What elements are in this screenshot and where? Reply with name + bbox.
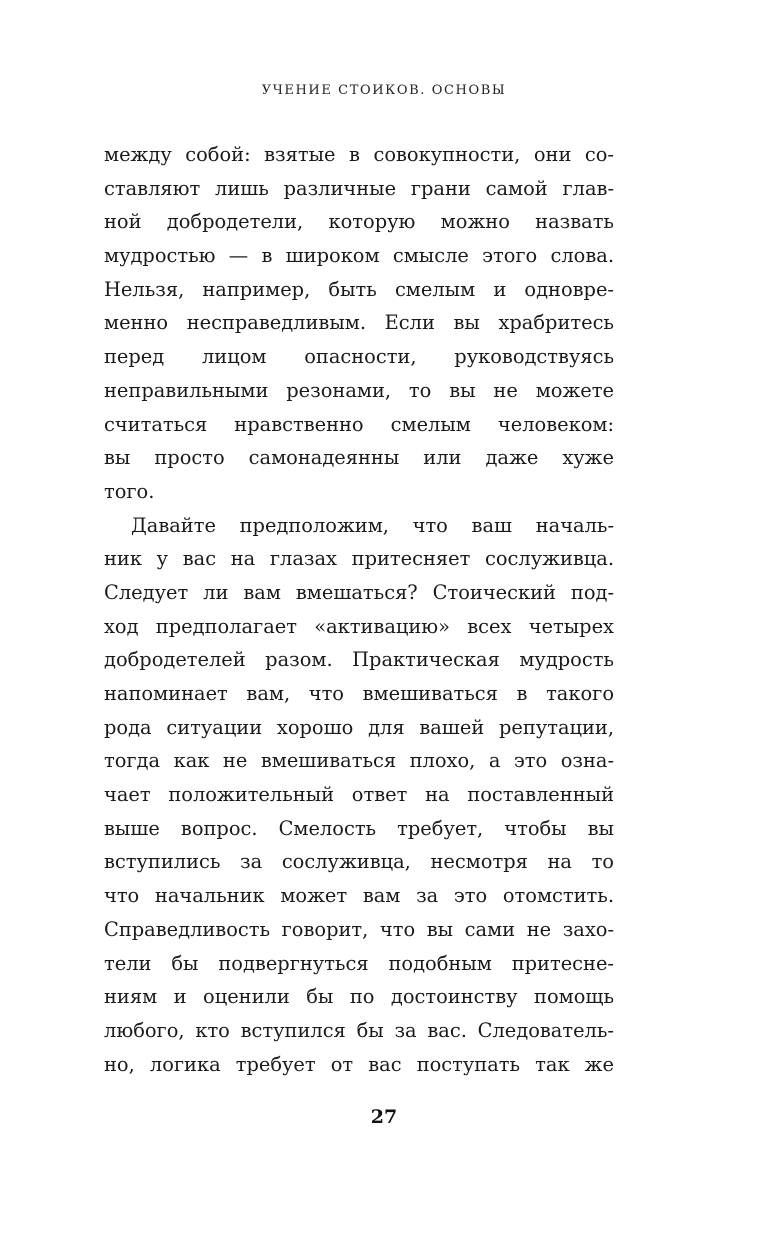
- text-line: добродетелей разом. Практическая мудрость: [104, 648, 614, 672]
- text-line: тели бы подвергнуться подобным притесне-: [104, 951, 614, 975]
- text-line: но, логика требует от вас поступать так же: [104, 1052, 614, 1076]
- text-line: чает положительный ответ на поставленный: [104, 783, 614, 807]
- text-line: неправильными резонами, то вы не можете: [104, 378, 614, 402]
- text-line: Следует ли вам вмешаться? Стоический под-: [104, 580, 614, 604]
- text-line: перед лицом опасности, руководствуясь: [104, 345, 614, 369]
- text-line: того.: [104, 479, 155, 503]
- text-line: ник у вас на глазах притесняет сослуживца.: [104, 547, 614, 571]
- text-line: вступились за сослуживца, несмотря на то: [104, 850, 614, 874]
- text-line: между собой: взятые в совокупности, они со-: [104, 143, 614, 166]
- body-text: [104, 138, 614, 1081]
- running-header: УЧЕНИЕ СТОИКОВ. ОСНОВЫ: [261, 83, 507, 98]
- text-line: считаться нравственно смелым человеком:: [104, 412, 614, 436]
- text-line: Справедливость говорит, что вы сами не захо-: [104, 917, 614, 941]
- text-line: напоминает вам, что вмешиваться в такого: [104, 682, 614, 705]
- text-line: рода ситуации хорошо для вашей репутации,: [104, 715, 614, 739]
- text-line: выше вопрос. Смелость требует, чтобы вы: [104, 816, 614, 840]
- paragraph-1: [104, 138, 614, 509]
- page-number: 27: [370, 1106, 398, 1128]
- paragraph-2: [104, 509, 614, 1082]
- text-line: тогда как не вмешиваться плохо, а это озна-: [104, 749, 614, 773]
- text-line: мудростью — в широком смысле этого слова.: [104, 244, 614, 268]
- text-line: Давайте предположим, что ваш началь-: [131, 513, 614, 537]
- text-line: Нельзя, например, быть смелым и одновре-: [104, 277, 614, 301]
- text-line: любого, кто вступился бы за вас. Следователь-: [104, 1018, 614, 1042]
- text-line: менно несправедливым. Если вы храбритесь: [104, 311, 614, 335]
- text-line: ставляют лишь различные грани самой глав-: [104, 176, 614, 200]
- text-line: что начальник может вам за это отомстить.: [104, 884, 614, 908]
- text-line: ход предполагает «активацию» всех четырех: [104, 614, 614, 638]
- text-line: ной добродетели, которую можно назвать: [104, 210, 614, 234]
- text-line: ниям и оценили бы по достоинству помощь: [104, 985, 614, 1009]
- text-line: вы просто самонадеянны или даже хуже: [104, 446, 614, 470]
